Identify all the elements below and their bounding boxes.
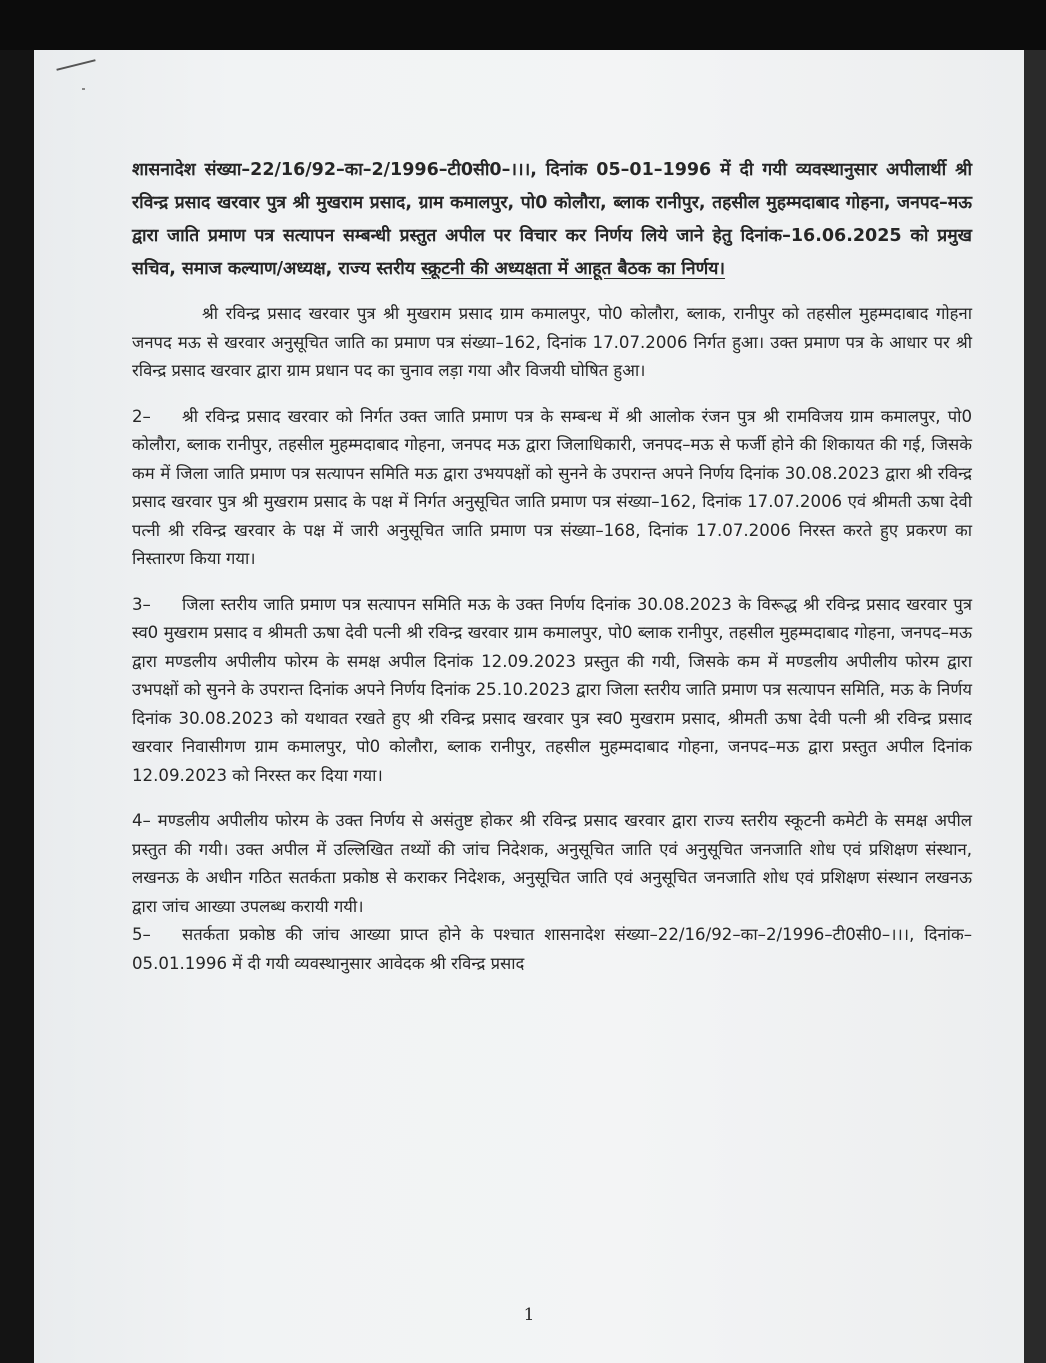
paragraph-5-text: सतर्कता प्रकोष्ठ की जांच आख्या प्राप्त होने के पश्चात शासनादेश संख्या–22/16/92–का–2/1996–टी0सी0–।।।, दिनांक–05.01.1996 में दी गयी व्यवस्थानुसार आवेदक श्री रविन्द्र प्रसाद	[132, 925, 972, 973]
paragraph-2-number: 2–	[132, 406, 151, 426]
pen-dot	[82, 88, 85, 90]
heading-underlined-text: स्क्रूटनी की अध्यक्षता में आहूत बैठक का निर्णय।	[421, 259, 726, 279]
paragraph-5	[132, 921, 972, 978]
paragraph-1	[132, 300, 972, 386]
page-number: 1	[523, 1305, 535, 1325]
paragraph-3	[132, 591, 972, 791]
paragraph-4-text: मण्डलीय अपीलीय फोरम के उक्त निर्णय से असंतुष्ट होकर श्री रविन्द्र प्रसाद खरवार द्वारा राज्य स्तरीय स्कूटनी कमेटी के समक्ष अपील प्रस्तुत की गयी। उक्त अपील में उल्लिखित तथ्यों की जांच निदेशक, अनुसूचित जाति एवं अनुसूचित जनजाति शोध एवं प्रशिक्षण संस्थान, लखनऊ के अधीन गठित सतर्कता प्रकोष्ठ से कराकर निदेशक, अनुसूचित जाति एवं अनुसूचित जनजाति शोध एवं प्रशिक्षण संस्थान लखनऊ द्वारा जांच आख्या उपलब्ध करायी गयी।	[132, 811, 972, 916]
paragraph-1-text: श्री रविन्द्र प्रसाद खरवार पुत्र श्री मुखराम प्रसाद ग्राम कमालपुर, पो0 कोलौरा, ब्लाक, रानीपुर को तहसील मुहम्मदाबाद गोहना जनपद मऊ से खरवार अनुसूचित जाति का प्रमाण पत्र संख्या–162, दिनांक 17.07.2006 निर्गत हुआ। उक्त प्रमाण पत्र के आधार पर श्री रविन्द्र प्रसाद खरवार द्वारा ग्राम प्रधान पद का चुनाव लड़ा गया और विजयी घोषित हुआ।	[132, 304, 972, 380]
paragraph-2	[132, 403, 972, 574]
document-page	[34, 50, 1024, 1363]
document-heading	[132, 154, 972, 286]
paragraph-2-text: श्री रविन्द्र प्रसाद खरवार को निर्गत उक्त जाति प्रमाण पत्र के सम्बन्ध में श्री आलोक रंजन पुत्र श्री रामविजय ग्राम कमालपुर, पो0 कोलौरा, ब्लाक रानीपुर, तहसील मुहम्मदाबाद गोहना, जनपद मऊ द्वारा जिलाधिकारी, जनपद–मऊ से फर्जी होने की शिकायत की गई, जिसके कम में जिला जाति प्रमाण पत्र सत्यापन समिति मऊ द्वारा उभयपक्षों को सुनने के उपरान्त अपने निर्णय दिनांक 30.08.2023 द्वारा श्री रविन्द्र प्रसाद खरवार पुत्र श्री मुखराम प्रसाद के पक्ष में निर्गत अनुसूचित जाति प्रमाण पत्र संख्या–162, दिनांक 17.07.2006 एवं श्रीमती ऊषा देवी पत्नी श्री रविन्द्र खरवार के पक्ष में जारी अनुसूचित जाति प्रमाण पत्र संख्या–168, दिनांक 17.07.2006 निरस्त करते हुए प्रकरण का निस्तारण किया गया।	[132, 406, 972, 568]
paragraph-3-number: 3–	[132, 594, 151, 614]
paragraph-4	[132, 807, 972, 921]
top-dark-border	[0, 0, 1046, 50]
paragraph-5-number: 5–	[132, 925, 151, 944]
paragraph-3-text: जिला स्तरीय जाति प्रमाण पत्र सत्यापन समिति मऊ के उक्त निर्णय दिनांक 30.08.2023 के विरूद्ध श्री रविन्द्र प्रसाद खरवार पुत्र स्व0 मुखराम प्रसाद व श्रीमती ऊषा देवी पत्नी श्री रविन्द्र खरवार ग्राम कमालपुर, पो0 ब्लाक रानीपुर, तहसील मुहम्मदाबाद गोहना, जनपद–मऊ द्वारा मण्डलीय अपीलीय फोरम के समक्ष अपील दिनांक 12.09.2023 प्रस्तुत की गयी, जिसके कम में मण्डलीय अपीलीय फोरम द्वारा उभपक्षों को सुनने के उपरान्त दिनांक अपने निर्णय दिनांक 25.10.2023 द्वारा जिला स्तरीय जाति प्रमाण पत्र सत्यापन समिति, मऊ के निर्णय दिनांक 30.08.2023 को यथावत रखते हुए श्री रविन्द्र प्रसाद खरवार पुत्र स्व0 मुखराम प्रसाद, श्रीमती ऊषा देवी पत्नी श्री रविन्द्र प्रसाद खरवार निवासीगण ग्राम कमालपुर, पो0 कोलौरा, ब्लाक रानीपुर, तहसील मुहम्मदाबाद गोहना, जनपद–मऊ द्वारा प्रस्तुत अपील दिनांक 12.09.2023 को निरस्त कर दिया गया।	[132, 594, 972, 785]
paragraph-4-number: 4–	[132, 811, 151, 830]
heading-text: शासनादेश संख्या–22/16/92–का–2/1996–टी0सी0–।।।, दिनांक 05–01–1996 में दी गयी व्यवस्थानुसार अपीलार्थी श्री रविन्द्र प्रसाद खरवार पुत्र श्री मुखराम प्रसाद, ग्राम कमालपुर, पो0 कोलौरा, ब्लाक रानीपुर, तहसील मुहम्मदाबाद गोहना, जनपद–मऊ द्वारा जाति प्रमाण पत्र सत्यापन सम्बन्धी प्रस्तुत अपील पर विचार कर निर्णय लिये जाने हेतु दिनांक–16.06.2025 को प्रमुख सचिव, समाज कल्याण/अध्यक्ष, राज्य स्तरीय	[132, 160, 972, 279]
document-body	[132, 154, 972, 995]
pen-mark	[56, 59, 95, 71]
